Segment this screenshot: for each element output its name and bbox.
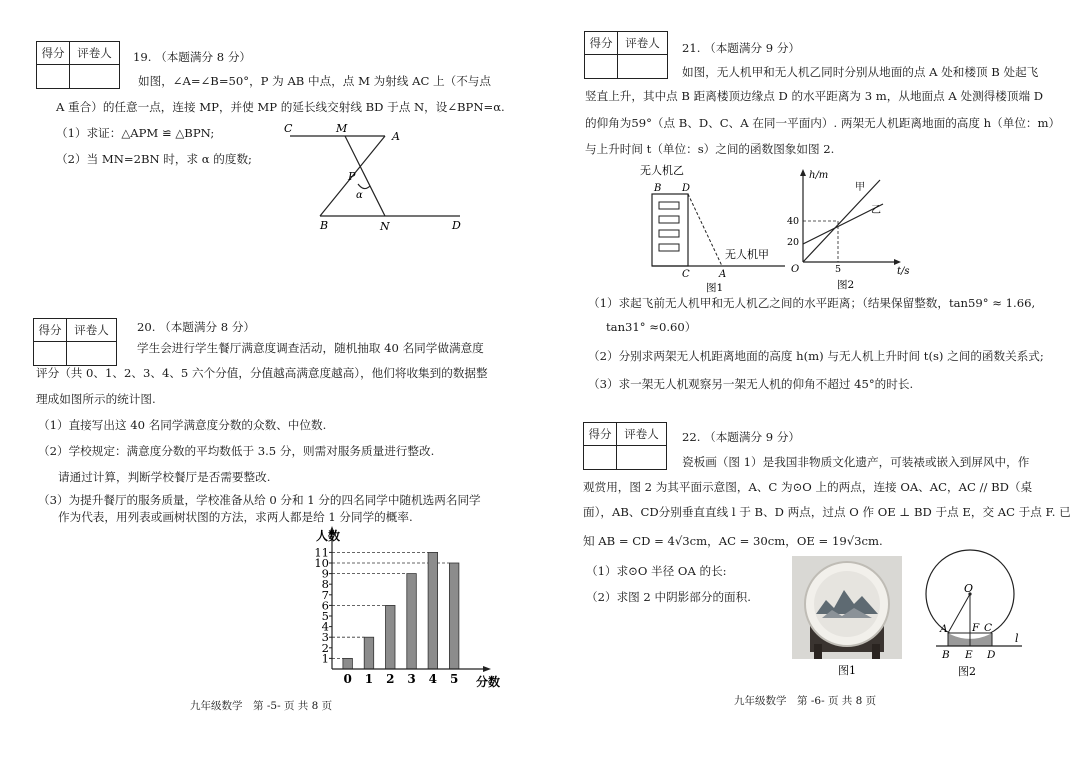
label-c: C xyxy=(284,122,293,135)
q19-line2: A 重合）的任意一点，连接 MP，并使 MP 的延长线交射线 BD 于点 N，设∠BPN=α. xyxy=(56,100,505,114)
q20-line3: 理成如图所示的统计图. xyxy=(36,392,156,406)
q20-part2: （2）学校规定：满意度分数的平均数低于 3.5 分，则需对服务质量进行整改. xyxy=(38,444,435,458)
score-cell[interactable] xyxy=(34,342,67,365)
score-label: 得分 xyxy=(584,423,617,446)
q20-bar-chart xyxy=(290,522,510,692)
jia-label: 甲 xyxy=(855,182,865,193)
x-tick-label: 0 xyxy=(343,672,352,686)
t-axis-arrow xyxy=(894,259,901,265)
y-tick-label: 11 xyxy=(314,545,329,560)
label-c: C xyxy=(682,269,690,280)
x-tick-label: 4 xyxy=(428,672,438,686)
fig2-caption: 图2 xyxy=(837,279,855,291)
label-o: O xyxy=(964,582,974,595)
q21-line2: 竖直上升，其中点 B 距离楼顶边缘点 D 的水平距离为 3 m，从地面点 A 处测得楼顶端 D xyxy=(585,89,1044,103)
q21-part3: （3）求一架无人机观察另一架无人机的仰角不超过 45°的时长. xyxy=(588,377,914,391)
y-tick-label: 10 xyxy=(314,556,329,570)
bar-score-3 xyxy=(407,574,417,669)
label-c: C xyxy=(984,622,993,634)
grader-label: 评卷人 xyxy=(67,319,116,342)
bar-score-4 xyxy=(428,552,438,669)
x5-label: 5 xyxy=(835,264,842,275)
grader-cell[interactable] xyxy=(67,342,116,365)
q19-line1: 如图，∠A=∠B=50°，P 为 AB 中点，点 M 为射线 AC 上（不与点 xyxy=(138,74,491,88)
y40-label: 40 xyxy=(787,216,800,227)
q22-line1: 瓷板画（图 1）是我国非物质文化遗产，可装裱或嵌入到屏风中，作 xyxy=(682,455,1030,469)
q20-part3b: 作为代表，用列表或画树状图的方法，求两人都是给 1 分同学的概率. xyxy=(58,510,413,524)
label-m: M xyxy=(336,122,348,135)
score-box-q20 xyxy=(33,318,117,366)
label-b: B xyxy=(942,649,950,661)
score-label: 得分 xyxy=(585,32,618,55)
score-cell[interactable] xyxy=(585,55,618,78)
x-axis-arrow xyxy=(483,666,491,672)
x-tick-label: 5 xyxy=(449,672,459,686)
label-f: F xyxy=(972,622,980,634)
y-tick-label: 2 xyxy=(321,640,329,655)
x-tick-label: 1 xyxy=(364,672,374,686)
q21-part1: （1）求起飞前无人机甲和无人机乙之间的水平距离；（结果保留整数，tan59° ≈ 1.66, xyxy=(588,296,1036,310)
label-b: B xyxy=(320,219,329,232)
q21-part2: （2）分别求两架无人机距离地面的高度 h(m) 与无人机上升时间 t(s) 之间的函数关系式; xyxy=(588,349,1044,363)
score-box-q19 xyxy=(36,41,120,89)
score-label: 得分 xyxy=(34,319,67,342)
y-tick-label: 9 xyxy=(321,566,329,581)
label-p: P xyxy=(348,170,356,183)
q21-line3: 的仰角为59°（点 B、D、C、A 在同一平面内）. 两架无人机距离地面的高度 h（单位：m） xyxy=(585,116,1061,130)
q22-figure1-photo xyxy=(792,556,902,678)
h-axis-arrow xyxy=(800,169,806,176)
label-n: N xyxy=(380,220,390,233)
stand-leg xyxy=(814,644,822,659)
x-tick-label: 3 xyxy=(407,672,416,686)
y20-label: 20 xyxy=(787,237,800,248)
y-tick-label: 5 xyxy=(321,609,329,623)
bar-score-2 xyxy=(386,605,396,669)
label-a: A xyxy=(719,269,727,280)
score-label: 得分 xyxy=(37,42,70,65)
q22-line4: 知 AB = CD = 4√3cm，AC = 30cm，OE = 19√3cm. xyxy=(583,534,883,548)
q21-figure1 xyxy=(640,160,790,295)
q22-fig2-caption: 图2 xyxy=(958,665,976,678)
score-cell[interactable] xyxy=(37,65,70,88)
q21-figure2 xyxy=(785,166,915,296)
q19-part2: （2）当 MN=2BN 时，求 α 的度数; xyxy=(56,152,252,166)
angle-alpha-arc xyxy=(358,184,370,189)
bar-score-0 xyxy=(343,658,353,669)
x-tick-label: 2 xyxy=(386,672,395,686)
q20-part2b: 请通过计算，判断学校餐厅是否需要整改. xyxy=(58,470,271,484)
grader-cell[interactable] xyxy=(618,55,667,78)
q21-line4: 与上升时间 t（单位：s）之间的函数图象如图 2. xyxy=(585,142,835,156)
label-d: D xyxy=(987,649,996,661)
q22-title: 22. （本题满分 9 分） xyxy=(682,430,801,444)
label-a: A xyxy=(392,130,400,143)
drone-a-label: 无人机甲 xyxy=(725,248,769,261)
bar-score-1 xyxy=(364,637,374,669)
label-d: D xyxy=(682,183,691,194)
q22-part2: （2）求图 2 中阴影部分的面积. xyxy=(586,590,751,604)
yi-label: 乙 xyxy=(871,205,881,216)
y-tick-label: 8 xyxy=(321,577,329,592)
q21-title: 21. （本题满分 9 分） xyxy=(682,41,801,55)
y-tick-label: 6 xyxy=(321,598,329,613)
q20-line2: 评分（共 0、1、2、3、4、5 六个分值，分值越高满意度越高），他们将收集到的数据整 xyxy=(36,366,488,380)
q22-figure2 xyxy=(920,548,1030,683)
q22-part1: （1）求⊙O 半径 OA 的长: xyxy=(586,564,727,578)
fig1-caption: 图1 xyxy=(706,282,724,294)
y-tick-label: 3 xyxy=(321,630,329,645)
score-box-q21 xyxy=(584,31,668,79)
y-tick-label: 7 xyxy=(321,587,329,602)
q22-line3: 面），AB、CD分别垂直直线 l 于 B、D 两点，过点 O 作 OE ⊥ BD 于点 E，交 AC 于点 F. 已 xyxy=(583,505,1071,519)
bar-score-5 xyxy=(449,563,459,669)
y-axis-label: 人数 xyxy=(316,529,341,543)
q20-part3: （3）为提升餐厅的服务质量，学校准备从给 0 分和 1 分的四名同学中随机选两名同学 xyxy=(38,493,481,507)
sightline-ad xyxy=(688,194,722,266)
x-axis-label: 分数 xyxy=(476,675,501,689)
q21-line1: 如图，无人机甲和无人机乙同时分别从地面的点 A 处和楼顶 B 处起飞 xyxy=(682,65,1039,79)
y-tick-label: 1 xyxy=(321,651,329,666)
q20-title: 20. （本题满分 8 分） xyxy=(137,320,256,334)
stand-leg xyxy=(872,644,880,659)
grader-cell[interactable] xyxy=(70,65,119,88)
label-e: E xyxy=(965,649,973,661)
origin-label: O xyxy=(791,264,800,275)
q19-figure xyxy=(280,118,470,238)
label-l: l xyxy=(1015,632,1019,645)
label-alpha: α xyxy=(356,190,363,201)
h-label: h/m xyxy=(809,170,829,181)
t-label: t/s xyxy=(897,266,910,277)
window xyxy=(659,202,679,209)
score-cell[interactable] xyxy=(584,446,617,469)
grader-cell[interactable] xyxy=(617,446,666,469)
q22-fig1-caption: 图1 xyxy=(838,664,856,677)
footer-right: 九年级数学 第 -6- 页 共 8 页 xyxy=(734,695,877,707)
q20-part1: （1）直接写出这 40 名同学满意度分数的众数、中位数. xyxy=(38,418,327,432)
y-tick-label: 4 xyxy=(321,619,329,634)
window xyxy=(659,216,679,223)
footer-left: 九年级数学 第 -5- 页 共 8 页 xyxy=(190,700,333,712)
grader-label: 评卷人 xyxy=(617,423,666,446)
window xyxy=(659,230,679,237)
q20-line1: 学生会进行学生餐厅满意度调查活动，随机抽取 40 名同学做满意度 xyxy=(137,341,484,355)
q21-part1b: tan31° ≈0.60） xyxy=(606,320,697,334)
segment-oa xyxy=(948,594,970,633)
score-box-q22 xyxy=(583,422,667,470)
grader-label: 评卷人 xyxy=(618,32,667,55)
grader-label: 评卷人 xyxy=(70,42,119,65)
window xyxy=(659,244,679,251)
drone-b-label: 无人机乙 xyxy=(640,164,684,177)
q19-title: 19. （本题满分 8 分） xyxy=(133,50,252,64)
label-a: A xyxy=(940,623,948,635)
label-b: B xyxy=(654,183,662,194)
q19-part1: （1）求证：△APM ≌ △BPN; xyxy=(56,126,215,140)
label-d: D xyxy=(452,219,461,232)
q22-line2: 观赏用，图 2 为其平面示意图，A、C 为⊙O 上的两点，连接 OA、AC，AC // BD（桌 xyxy=(583,480,1033,494)
